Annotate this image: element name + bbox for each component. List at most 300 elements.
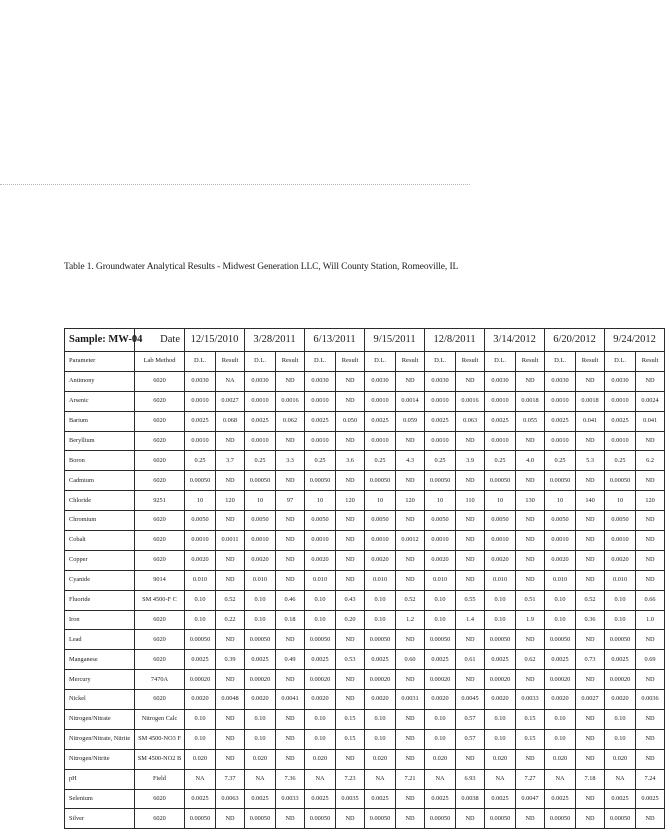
dl-cell: 10 (305, 491, 336, 511)
result-cell: ND (576, 371, 605, 391)
result-cell: ND (456, 471, 485, 491)
dl-cell: 0.10 (185, 610, 216, 630)
result-cell: 0.49 (276, 650, 305, 670)
result-cell: 0.60 (396, 650, 425, 670)
result-cell: ND (396, 729, 425, 749)
result-cell: ND (456, 550, 485, 570)
dl-cell: 0.020 (305, 749, 336, 769)
result-cell: 1.9 (516, 610, 545, 630)
result-cell: ND (636, 550, 665, 570)
dl-cell: 0.0025 (305, 650, 336, 670)
dl-cell: 0.0025 (425, 650, 456, 670)
dl-cell: NA (305, 769, 336, 789)
result-cell: 0.61 (456, 650, 485, 670)
dl-cell: NA (185, 769, 216, 789)
result-cell: 1.2 (396, 610, 425, 630)
result-cell: 0.0016 (276, 391, 305, 411)
result-cell: ND (636, 511, 665, 531)
result-cell: ND (276, 371, 305, 391)
dl-cell: 0.00050 (185, 630, 216, 650)
dl-cell: 0.0025 (425, 789, 456, 809)
result-cell: ND (576, 471, 605, 491)
method-cell: 6020 (135, 650, 185, 670)
result-cell: 0.0027 (216, 391, 245, 411)
dl-cell: 0.0010 (185, 531, 216, 551)
parameter-cell: Fluoride (65, 590, 135, 610)
result-cell: ND (636, 809, 665, 829)
result-cell: ND (336, 550, 365, 570)
dl-cell: 0.0025 (365, 411, 396, 431)
dl-cell: 0.0025 (365, 789, 396, 809)
dl-cell: 0.25 (485, 451, 516, 471)
parameter-cell: Manganese (65, 650, 135, 670)
dl-cell: 0.00050 (305, 471, 336, 491)
dl-cell: 0.0010 (365, 431, 396, 451)
result-cell: 0.0012 (396, 531, 425, 551)
dl-cell: 0.00050 (365, 630, 396, 650)
table-row (65, 769, 665, 789)
result-cell: ND (276, 630, 305, 650)
dl-cell: 0.00050 (485, 809, 516, 829)
dl-cell: 0.10 (425, 729, 456, 749)
result-cell: 1.4 (456, 610, 485, 630)
result-cell: ND (636, 749, 665, 769)
result-cell: 140 (576, 491, 605, 511)
dl-cell: 0.00050 (545, 809, 576, 829)
result-cell: 0.52 (576, 590, 605, 610)
result-cell: 120 (636, 491, 665, 511)
result-header: Result (276, 352, 305, 372)
method-cell: 6020 (135, 630, 185, 650)
dl-cell: 0.0020 (605, 550, 636, 570)
dl-cell: 0.0025 (245, 650, 276, 670)
method-cell: 6020 (135, 690, 185, 710)
dl-cell: 0.0010 (185, 391, 216, 411)
dl-cell: 0.10 (425, 610, 456, 630)
dl-cell: 0.25 (545, 451, 576, 471)
dl-cell: 0.0010 (485, 391, 516, 411)
result-cell: ND (456, 531, 485, 551)
result-cell: 0.57 (456, 729, 485, 749)
method-cell: 6020 (135, 511, 185, 531)
result-cell: ND (576, 431, 605, 451)
parameter-cell: Barium (65, 411, 135, 431)
dl-cell: 0.0050 (305, 511, 336, 531)
result-cell: ND (516, 570, 545, 590)
method-cell: SM 4500-F C (135, 590, 185, 610)
result-cell: 0.0041 (276, 690, 305, 710)
result-cell: ND (516, 550, 545, 570)
method-cell: 9014 (135, 570, 185, 590)
dl-cell: 0.0010 (305, 391, 336, 411)
result-cell: 0.063 (456, 411, 485, 431)
dl-cell: 0.010 (245, 570, 276, 590)
dl-cell: 0.0050 (365, 511, 396, 531)
method-cell: Nitrogen Calc (135, 710, 185, 730)
date-header: 6/13/2011 (305, 329, 365, 352)
result-cell: 120 (336, 491, 365, 511)
result-cell: 0.0045 (456, 690, 485, 710)
result-cell: 0.22 (216, 610, 245, 630)
result-cell: 7.27 (516, 769, 545, 789)
result-cell: 0.53 (336, 650, 365, 670)
parameter-cell: Beryllium (65, 431, 135, 451)
dl-cell: 0.0030 (245, 371, 276, 391)
dl-cell: 0.10 (305, 729, 336, 749)
dl-cell: 0.10 (485, 610, 516, 630)
dl-cell: 0.020 (605, 749, 636, 769)
dl-cell: 0.020 (485, 749, 516, 769)
result-header: Result (456, 352, 485, 372)
dl-cell: 0.10 (245, 729, 276, 749)
dl-cell: 0.0030 (305, 371, 336, 391)
dl-cell: 0.00020 (185, 670, 216, 690)
dl-cell: 0.10 (425, 710, 456, 730)
dl-cell: 0.010 (305, 570, 336, 590)
dl-cell: 0.010 (365, 570, 396, 590)
table-row (65, 749, 665, 769)
dl-cell: 0.10 (485, 710, 516, 730)
dl-header: D.L. (545, 352, 576, 372)
result-cell: 7.21 (396, 769, 425, 789)
table-row (65, 411, 665, 431)
result-cell: ND (576, 789, 605, 809)
dl-cell: 0.0020 (305, 550, 336, 570)
dl-cell: 0.00050 (545, 630, 576, 650)
dl-cell: 0.0050 (185, 511, 216, 531)
dl-cell: 0.10 (365, 590, 396, 610)
dl-cell: 0.0010 (425, 391, 456, 411)
dl-cell: 0.00020 (425, 670, 456, 690)
result-cell: 110 (456, 491, 485, 511)
result-cell: ND (396, 809, 425, 829)
dl-cell: 0.0025 (305, 411, 336, 431)
dl-cell: 0.0025 (485, 411, 516, 431)
result-cell: 0.73 (576, 650, 605, 670)
dl-header: D.L. (485, 352, 516, 372)
method-cell: 6020 (135, 531, 185, 551)
result-cell: ND (636, 570, 665, 590)
dl-cell: 0.00050 (605, 809, 636, 829)
dl-cell: 0.020 (545, 749, 576, 769)
result-cell: 0.0047 (516, 789, 545, 809)
dl-cell: 0.0020 (305, 690, 336, 710)
table-row (65, 471, 665, 491)
dl-cell: 0.0025 (425, 411, 456, 431)
parameter-cell: Silver (65, 809, 135, 829)
result-cell: 0.57 (456, 710, 485, 730)
result-cell: 0.0033 (516, 690, 545, 710)
dl-cell: 0.25 (365, 451, 396, 471)
dl-cell: 0.00050 (425, 630, 456, 650)
dl-cell: 0.0020 (365, 690, 396, 710)
dl-cell: 0.00020 (245, 670, 276, 690)
dl-cell: 0.10 (185, 710, 216, 730)
result-cell: 4.3 (396, 451, 425, 471)
dl-cell: 0.0025 (245, 411, 276, 431)
result-cell: 0.0033 (276, 789, 305, 809)
dl-cell: 0.25 (185, 451, 216, 471)
dl-cell: 0.0030 (425, 371, 456, 391)
dl-cell: 0.0020 (485, 550, 516, 570)
dl-cell: 0.0025 (185, 789, 216, 809)
dl-cell: 0.00050 (305, 630, 336, 650)
table-row (65, 690, 665, 710)
result-cell: ND (516, 531, 545, 551)
dl-cell: 0.0010 (485, 531, 516, 551)
dl-cell: 0.10 (365, 710, 396, 730)
dl-cell: NA (245, 769, 276, 789)
result-cell: ND (576, 570, 605, 590)
result-cell: ND (396, 789, 425, 809)
dl-cell: 0.010 (605, 570, 636, 590)
result-cell: ND (516, 511, 545, 531)
dl-cell: 0.0010 (485, 431, 516, 451)
dl-cell: 0.00050 (485, 630, 516, 650)
result-cell: ND (336, 670, 365, 690)
dl-cell: 0.00050 (365, 471, 396, 491)
result-cell: ND (336, 531, 365, 551)
dl-cell: 0.0025 (545, 650, 576, 670)
result-cell: 3.7 (216, 451, 245, 471)
method-cell: 6020 (135, 411, 185, 431)
dl-cell: 0.0025 (245, 789, 276, 809)
result-cell: ND (456, 670, 485, 690)
result-cell: ND (276, 809, 305, 829)
result-cell: ND (336, 749, 365, 769)
result-cell: 0.66 (636, 590, 665, 610)
dl-cell: 0.0010 (245, 431, 276, 451)
dl-cell: 0.10 (545, 590, 576, 610)
result-cell: ND (576, 630, 605, 650)
result-cell: 0.0024 (636, 391, 665, 411)
dl-cell: 0.10 (485, 590, 516, 610)
result-cell: ND (516, 670, 545, 690)
dl-cell: 0.0010 (305, 531, 336, 551)
table-row (65, 491, 665, 511)
parameter-cell: Cadmium (65, 471, 135, 491)
parameter-cell: Chloride (65, 491, 135, 511)
result-cell: ND (456, 809, 485, 829)
dl-cell: 0.0050 (245, 511, 276, 531)
dl-cell: 0.00050 (605, 630, 636, 650)
dl-cell: NA (425, 769, 456, 789)
dl-cell: 0.010 (185, 570, 216, 590)
dl-cell: 0.00050 (605, 471, 636, 491)
dl-cell: 0.0025 (605, 789, 636, 809)
dl-cell: 0.0010 (305, 431, 336, 451)
result-cell: 0.15 (336, 710, 365, 730)
dl-cell: 0.0025 (485, 789, 516, 809)
dl-cell: 0.10 (605, 729, 636, 749)
result-cell: ND (516, 630, 545, 650)
table-row (65, 550, 665, 570)
dl-cell: 0.010 (485, 570, 516, 590)
result-cell: NA (216, 371, 245, 391)
result-cell: ND (576, 749, 605, 769)
dl-cell: 0.0030 (545, 371, 576, 391)
dl-cell: 0.0050 (605, 511, 636, 531)
dl-cell: 0.010 (545, 570, 576, 590)
result-cell: 120 (396, 491, 425, 511)
result-cell: 0.69 (636, 650, 665, 670)
result-cell: ND (276, 710, 305, 730)
result-cell: ND (276, 471, 305, 491)
dl-cell: 0.0010 (425, 531, 456, 551)
parameter-cell: Nitrogen/Nitrate (65, 710, 135, 730)
dl-cell: 0.00020 (365, 670, 396, 690)
result-cell: ND (516, 471, 545, 491)
dl-cell: 0.00050 (545, 471, 576, 491)
parameter-cell: Nitrogen/Nitrate, Nitrite (65, 729, 135, 749)
result-header: Result (336, 352, 365, 372)
dl-cell: 0.0050 (545, 511, 576, 531)
dl-cell: NA (365, 769, 396, 789)
result-cell: ND (396, 511, 425, 531)
parameter-cell: Boron (65, 451, 135, 471)
result-cell: 0.062 (276, 411, 305, 431)
result-cell: 0.068 (216, 411, 245, 431)
dl-cell: 0.00050 (365, 809, 396, 829)
dl-cell: 0.020 (185, 749, 216, 769)
dl-cell: 0.10 (245, 590, 276, 610)
result-cell: 0.0011 (216, 531, 245, 551)
result-cell: ND (576, 809, 605, 829)
dl-cell: 0.10 (245, 610, 276, 630)
result-cell: 0.0036 (636, 690, 665, 710)
dl-cell: 0.25 (245, 451, 276, 471)
dl-cell: 0.0025 (545, 411, 576, 431)
result-cell: 0.0063 (216, 789, 245, 809)
result-cell: ND (636, 431, 665, 451)
result-cell: 0.55 (456, 590, 485, 610)
table-row (65, 451, 665, 471)
parameter-cell: Mercury (65, 670, 135, 690)
dl-cell: 0.00050 (245, 471, 276, 491)
date-header: 9/24/2012 (605, 329, 665, 352)
dl-header: D.L. (305, 352, 336, 372)
result-cell: ND (336, 570, 365, 590)
result-cell: ND (636, 710, 665, 730)
result-cell: ND (576, 710, 605, 730)
result-cell: ND (336, 471, 365, 491)
dl-cell: 0.10 (245, 710, 276, 730)
result-header: Result (516, 352, 545, 372)
table-row (65, 511, 665, 531)
dl-cell: 0.00020 (485, 670, 516, 690)
result-cell: 0.52 (396, 590, 425, 610)
scan-artifact-line (0, 184, 470, 186)
method-cell: 6020 (135, 809, 185, 829)
result-cell: 6.2 (636, 451, 665, 471)
result-cell: 4.0 (516, 451, 545, 471)
table-row (65, 630, 665, 650)
dl-cell: 0.0020 (545, 690, 576, 710)
date-header: 9/15/2011 (365, 329, 425, 352)
result-cell: 0.0035 (336, 789, 365, 809)
dl-cell: 10 (605, 491, 636, 511)
dl-cell: 0.0025 (605, 411, 636, 431)
result-cell: 0.46 (276, 590, 305, 610)
result-cell: ND (336, 809, 365, 829)
method-cell: 6020 (135, 431, 185, 451)
dl-cell: 0.0025 (605, 650, 636, 670)
result-cell: ND (456, 511, 485, 531)
dl-header: D.L. (245, 352, 276, 372)
result-cell: 7.18 (576, 769, 605, 789)
dl-cell: 0.0020 (185, 550, 216, 570)
dl-cell: 0.25 (305, 451, 336, 471)
result-cell: 0.43 (336, 590, 365, 610)
result-cell: ND (456, 749, 485, 769)
method-cell: 6020 (135, 371, 185, 391)
result-cell: 0.15 (516, 729, 545, 749)
result-cell: ND (276, 550, 305, 570)
result-cell: 3.9 (456, 451, 485, 471)
result-header: Result (636, 352, 665, 372)
result-cell: ND (396, 371, 425, 391)
result-cell: 0.0038 (456, 789, 485, 809)
method-cell: 6020 (135, 451, 185, 471)
result-cell: ND (636, 531, 665, 551)
dl-cell: 0.10 (605, 590, 636, 610)
parameter-cell: pH (65, 769, 135, 789)
dl-cell: 0.10 (365, 610, 396, 630)
result-cell: ND (636, 729, 665, 749)
dl-cell: 0.0020 (425, 550, 456, 570)
dl-cell: 0.020 (245, 749, 276, 769)
dl-cell: 0.25 (425, 451, 456, 471)
parameter-cell: Selenium (65, 789, 135, 809)
result-cell: ND (576, 729, 605, 749)
dl-cell: 0.00050 (425, 809, 456, 829)
dl-cell: 0.0020 (485, 690, 516, 710)
dl-cell: 0.10 (185, 729, 216, 749)
result-cell: ND (396, 550, 425, 570)
dl-cell: 0.10 (305, 610, 336, 630)
dl-cell: 0.10 (185, 590, 216, 610)
dl-cell: 0.10 (485, 729, 516, 749)
dl-cell: 0.0010 (185, 431, 216, 451)
dl-cell: 0.0025 (185, 650, 216, 670)
result-cell: 120 (216, 491, 245, 511)
result-cell: 0.041 (576, 411, 605, 431)
dl-header: D.L. (425, 352, 456, 372)
dl-cell: 0.0050 (485, 511, 516, 531)
dl-cell: 0.0020 (245, 690, 276, 710)
result-cell: ND (336, 690, 365, 710)
result-cell: ND (396, 570, 425, 590)
result-cell: 0.15 (516, 710, 545, 730)
result-cell: 7.24 (636, 769, 665, 789)
dl-cell: 10 (365, 491, 396, 511)
result-cell: 6.93 (456, 769, 485, 789)
dl-header: D.L. (605, 352, 636, 372)
dl-cell: 0.0025 (185, 411, 216, 431)
result-cell: 0.0018 (576, 391, 605, 411)
result-cell: ND (276, 570, 305, 590)
result-cell: ND (576, 511, 605, 531)
dl-cell: 0.00050 (185, 809, 216, 829)
result-cell: ND (456, 431, 485, 451)
parameter-cell: Chromium (65, 511, 135, 531)
dl-cell: 0.0030 (485, 371, 516, 391)
result-cell: ND (276, 511, 305, 531)
result-cell: 0.0027 (576, 690, 605, 710)
result-cell: ND (216, 570, 245, 590)
result-cell: ND (216, 550, 245, 570)
method-cell: 6020 (135, 610, 185, 630)
